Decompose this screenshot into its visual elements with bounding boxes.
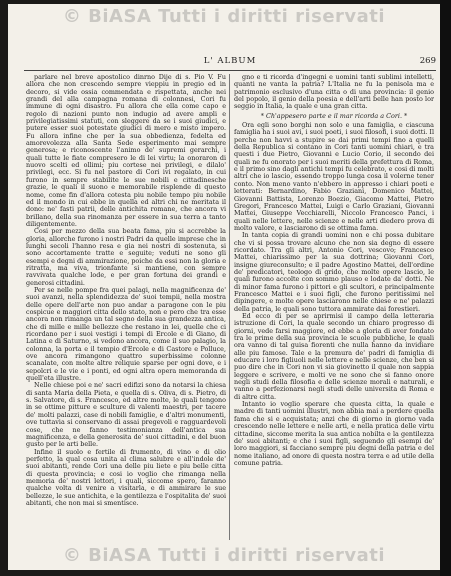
page-number: 269: [419, 56, 436, 66]
paragraph: Nelle chiese poi e ne' sacri edifizi sono da notarsi la chiesa di santa Maria della Pieta, e quella di s. Oliva, di s. Pietro, di s. Salvatore, di s. Francesco, ed altre molte, le quali tengono in se ottime pitture e sculture di valenti maestri, per tacere de' molti palazzi, case di nobili famiglie, e d'altri monumenti, ove tuttavia si conservano di assai pregevoli e ragguardevoli cose, che ne fanno testimonianza dell'antica sua magnificenza, e della generosita de' suoi cittadini, e del buon gusto per le arti belle.: [26, 381, 226, 449]
right-column: [234, 74, 434, 542]
paragraph: Ed ecco di per se aprirmisi il campo della letteraria istruzione di Cori, la quale secondo un chiaro progresso di giorni, vede farsi maggiore, ed ebbe a gloria di aver fondato tra le prime della sua provincia le scuole pubbliche, le quali ora vanno di tal guisa fiorenti che nulla hanno da invidiare alle piu famose. Tale e la premura de' padri di famiglia di educare i loro figliuoli nelle lettere e nelle scienze, che ben si puo dire che in Cori non vi sia giovinetto il quale non sappia leggere e scrivere, e molti ve ne sono che si fanno onore negli studi della filosofia e delle scienze morali e naturali, e vanno a perfezionarsi negli studi delle universita di Roma e di altre citta.: [234, 312, 434, 401]
paragraph: Per se nelle pompe fra quei palagi, nella magnificenza de' suoi avanzi, nella splendidezza de' suoi tempii, nella mostra delle opere dell'arte non puo andar a paragone con le piu cospicue e maggiori citta dello stato, non e pero che tra esse ancora non rimanga un tal segno della sua grandezza antica, che di mille e mille bellezze che restano in lei, quelle che ci ricordano per i suoi vestigi i tempi di Ercole e di Giano, di Latina e di Saturno, si vedono ancora, come il suo palagio, la colonna, la porta e il tempio d'Ercole e di Castore e Polluce, ove ancora rimangono quattro superbissime colonne scanalate, con molte altre reliquie sparse per ogni dove, e i sepolcri e le vie e i ponti, ed ogni altra opera memoranda di quell'eta illustre.: [26, 285, 226, 383]
running-title: L' ALBUM: [203, 56, 257, 66]
watermark-top: © BiASA Tutti i diritti riservati: [62, 6, 386, 27]
left-column: [26, 74, 226, 542]
paragraph: Intanto io voglio sperare che questa citta, la quale e madre di tanti uomini illustri, non abbia mai a perdere quella fama che si e acquistata; anzi che di giorno in giorno vada crescendo nelle lettere e nelle arti, e nella pratica delle virtu cittadine, siccome merita la sua antica nobilta e la gentilezza de' suoi abitanti; e che i suoi figli, seguendo gli esempi de' loro maggiori, si facciano sempre piu degni della patria e del nome italiano, ad onore di questa nostra terra e ad utile della comune patria.: [234, 400, 434, 467]
paragraph: parlare nel breve apostolico dinrno Dije di s. Pio V. Fu allora che non crescendo sempre vieppiu in pregio ed in decoro, si vide ossia commendata e rispettata, anche nei grandi del alla campagna romana di colonnesi, Cori fu immune di ogni disastro. Fu allora che ella come capo e regolo di nazioni punto non indugio ad avere ampli e privilegiatissimi statuti, con sleggere da se i suoi giudici, e putere esser suoi potestate giudici di mero e misto impero. Fu allora infine che per la sua obbedienza, fedelta ed amorevolezza alla Santa Sede esperimento mai sempre generosa; e riconoscente l'animo de' supremi gerarchi, i quali tutte le fiate compresero le di lei virtu; la onoraron di nuovo scelti ed ollimi; piu cortese nei privilegi, e dilalo' privilegi, ecc. Si fu nel pastore di Cori ivi regalato, in cui furono in sempre stabilite le sue nobili e cittadinesche grazie, le quali il suono e memorabile risplende di questo nome, come fin d'allora cotesta piu nobile tempo piu nobile ed il mondo in cui ebbe in quella ed altri chi ne meritata il dono: ne' fasti patrii, delle antichita romane, che ancora vi brillano, della sua rinomanza per essere in sua terra a tanto diligentemente.: [26, 74, 226, 228]
running-header: [24, 56, 436, 71]
paragraph: Infine il suolo e fertile di frumento, di vino e di olio perfetto, la qual cosa unita al clima salubre e all'indole de' suoi abitanti, rende Cori una delle piu liete e piu belle citta di questa provincia; e cosi io voglio che rimanga nella memoria de' nostri lettori, i quali, siccome spero, faranno qualche volta di venire a visitarla, e di ammirare le sue bellezze, le sue antichita, e la gentilezza e l'ospitalita de' suoi abitanti, che non mai si smentisce.: [26, 447, 226, 507]
column-divider: [229, 74, 230, 540]
paragraph: Ora egli sono borghi non solo e una famiglia, e ciascuna famiglia ha i suoi avi, i suoi poeti, i suoi filosofi, i suoi dotti. Il perche non havvi a stupire se dai primi tempi fino a quelli della Republica si contano in Cori tanti uomini chiari, e tra questi i due Pietro, Giovanni e Lucio Corio, il secondo dei quali ne fu onorato per i suoi meriti della prefettura di Roma, e il primo sino dagli antichi tempi fu celebrato, e cosi di molti altri che io lascio, essendo troppo lunga cosa il volerne tener conto. Non meno vanto n'ebbero in appresso i chiari poeti e letterati: Bernardino, Fabio Graziani, Domenico Mattei, Giovanni Battista, Lorenzo Boezio, Giacomo Mattei, Pietro Gregori, Francesco Mattei, Luigi e Carlo Graziani, Giovanni Mattei, Giuseppe Vecchiarelli, Niccolo Francesco Panci, i quali nelle lettere, nelle scienze e nelle arti diedero prova di molto valore, e lasciarono di se ottima fama.: [234, 121, 434, 232]
newspaper-page: [8, 4, 440, 570]
paragraph: gno e ti ricorda d'ingegni e uomini tanti sublimi intelletti, quanti ne vanta la patria? L'Italia ne fu la penisola ma e patrimonio esclusivo d'una citta o di una provincia: il genio del popolo, il genio della poesia e dell'arti belle han posto lor seggio in Italia, la quale e una gran citta.: [234, 74, 434, 111]
paragraph: Cosi per mezzo della sua beata fama, piu si accrebbe la gloria, allorche furono i nostri Padri da quelle imprese che in lunghi secoli l'hanno resa e gia nei nostri di sostenuta, si sono accortamente tratte e seguite; veduti ne sono gli esempi e degni di ammirazione, poiche da essi non la gloria e ritratta, ma viva, trionfante si mantiene, con sempre ravvivata qualche lode, e per gran fortuna dei grandi e generosi cittadini.: [26, 227, 226, 287]
section-caption: * Ch'appesero parte e il mar ricorda a Cori. *: [260, 111, 408, 120]
paragraph: In tanta copia di grandi uomini non e chi possa dubitare che vi si possa trovare alcuno che non sia degno di essere ricordato. Tra gli altri, Antonio Cori, vescovo; Francesco Mattei, chiarissimo per la sua dottrina; Giovanni Cori, insigne giureconsulto; e il padre Agostino Mattei, dell'ordine de' predicatori, teologo di grido, che molte opere lascio, le quali furono accolte con sommo plauso e lodate da' dotti. Ne di minor fama furono i pittori e gli scultori, e principalmente Francesco Mattei e i suoi figli, che furono peritissimi nel dipingere, e molte opere lasciarono nelle chiese e ne' palazzi della patria, le quali sono tuttora ammirate dai forestieri.: [234, 231, 434, 313]
watermark-bottom: © BiASA Tutti i diritti riservati: [62, 545, 386, 566]
binding-edge: [440, 0, 451, 576]
